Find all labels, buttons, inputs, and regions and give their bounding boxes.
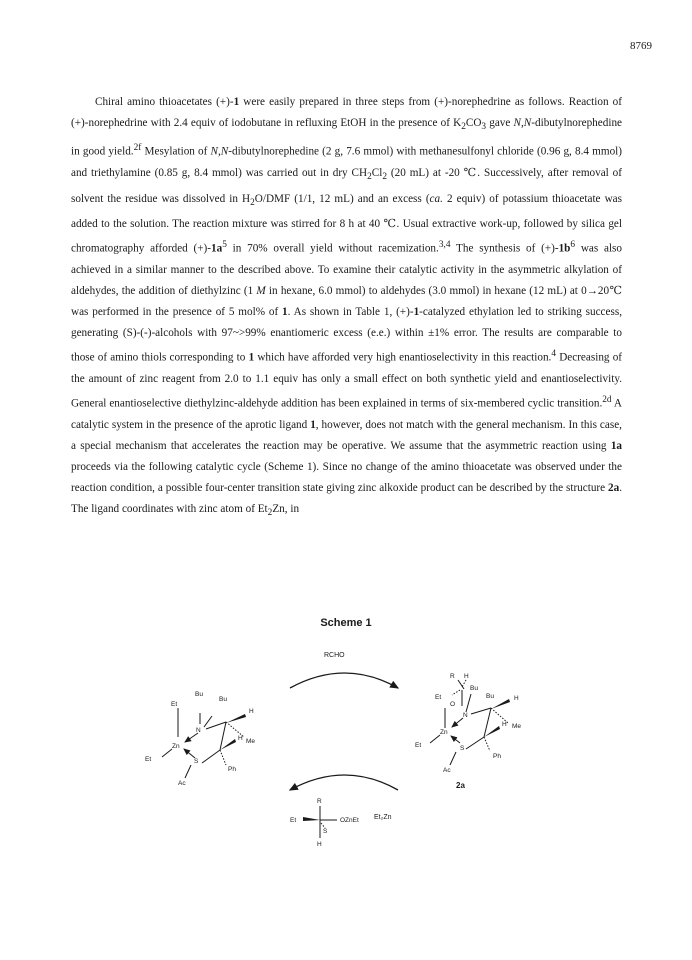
svg-text:Et: Et: [435, 694, 442, 701]
bottom-zinc-alkoxide-product: [290, 798, 359, 848]
svg-text:Ph: Ph: [228, 766, 236, 773]
svg-text:R: R: [317, 798, 322, 805]
svg-text:O: O: [450, 701, 456, 708]
left-catalyst-structure: [145, 691, 255, 787]
svg-text:S: S: [323, 828, 328, 835]
svg-text:R: R: [450, 673, 455, 680]
svg-text:H: H: [249, 708, 254, 715]
cycle-arrow-top: [290, 673, 398, 688]
svg-text:S: S: [460, 745, 465, 752]
svg-text:H: H: [464, 673, 469, 680]
cycle-arrow-bottom: [290, 775, 398, 790]
svg-text:N: N: [463, 712, 468, 719]
reagent-et2zn: Et₂Zn: [374, 814, 392, 821]
svg-text:H: H: [317, 841, 322, 848]
compound-label-2a: 2a: [456, 781, 465, 790]
svg-text:Bu: Bu: [195, 691, 203, 698]
svg-text:N: N: [196, 727, 201, 734]
svg-text:OZnEt: OZnEt: [340, 817, 359, 824]
svg-text:H: H: [502, 721, 507, 728]
svg-text:Ac: Ac: [443, 767, 451, 774]
svg-text:Et: Et: [145, 756, 152, 763]
paragraph: Chiral amino thioacetates (+)-1 were easily prepared in three steps from (+)-norephedrine as follows. Reaction of (+)-norephedrine with 2.4 equiv of iodobutane in refluxing EtOH in the presence of $K_2CO_3$ gave N,N-dibutylnorephedine in good yield.$^{2f}$ Mesylation of N,N-dibutylnorephedine (2 g, 7.6 mmol) with methanesulfonyl chloride (0.96 g, 8.4 mmol) and triethylamine (0.85 g, 8.4 mmol) was carried out in dry $CH_2Cl_2$ (20 mL) at -20 ℃. Successively, after removal of solvent the residue was dissolved in $H_2O$/DMF (1/1, 12 mL) and an excess (ca. 2 equiv) of potassium thioacetate was added to the solution. The reaction mixture was stirred for 8 h at 40 ℃. Usual extractive work-up, followed by silica gel chromatography afforded $(+)-1a^5$ in 70% overall yield without racemization.$^{3,4}$ The synthesis of $(+)-1b^6$ was also achieved in a similar manner to the described above. To examine their catalytic activity in the asymmetric alkylation of aldehydes, the addition of diethylzinc (1 M in hexane, 6.0 mmol) to aldehydes (3.0 mmol) in hexane (12 mL) at 0→20℃ was performed in the presence of 5 mol% of 1. As shown in Table 1, (+)-1-catalyzed ethylation led to striking success, generating (S)-(-)-alcohols with 97~>99% enantiomeric excess (e.e.) within ±1% error. The results are comparable to those of amino thiols corresponding to 1 which have afforded very high enantioselectivity in this reaction.$^4$ Decreasing of the amount of zinc reagent from 2.0 to 1.1 equiv has only a small effect on both synthetic yield and enantioselectivity. General enantioselective diethylzinc-aldehyde addition has been explained in terms of six-membered cyclic transition.$^{2d}$ A catalytic system in the presence of the aprotic ligand 1, however, does not match with the general mechanism. In this case, a special mechanism that accelerates the reaction may be operative. We assume that the asymmetric reaction using 1a proceeds via the following catalytic cycle (Scheme 1). Since no change of the amino thioacetate was observed under the reaction condition, a possible four-center transition state giving zinc alkoxide product can be described by the structure 2a. The ligand coordinates with zinc atom of $Et_2Zn$, in: [71, 96, 623, 519]
svg-text:H: H: [238, 735, 243, 742]
scheme-1-diagram: [0, 630, 692, 950]
svg-text:Bu: Bu: [219, 696, 227, 703]
svg-text:Et: Et: [415, 742, 422, 749]
scheme-title: Scheme 1: [320, 617, 372, 629]
svg-text:H: H: [514, 695, 519, 702]
svg-text:Zn: Zn: [172, 743, 180, 750]
reagent-rcho: RCHO: [324, 652, 345, 659]
svg-text:Bu: Bu: [486, 693, 494, 700]
svg-text:Zn: Zn: [440, 729, 448, 736]
page-number: 8769: [630, 40, 652, 52]
right-transition-state-2a: [415, 673, 521, 790]
svg-text:Bu: Bu: [470, 685, 478, 692]
body-text: [71, 92, 622, 525]
svg-text:Ac: Ac: [178, 780, 186, 787]
svg-text:Ph: Ph: [493, 753, 501, 760]
svg-text:Me: Me: [246, 738, 256, 745]
svg-text:Et: Et: [171, 701, 178, 708]
svg-text:S: S: [194, 758, 199, 765]
svg-text:Et: Et: [290, 817, 297, 824]
svg-text:Me: Me: [512, 723, 522, 730]
